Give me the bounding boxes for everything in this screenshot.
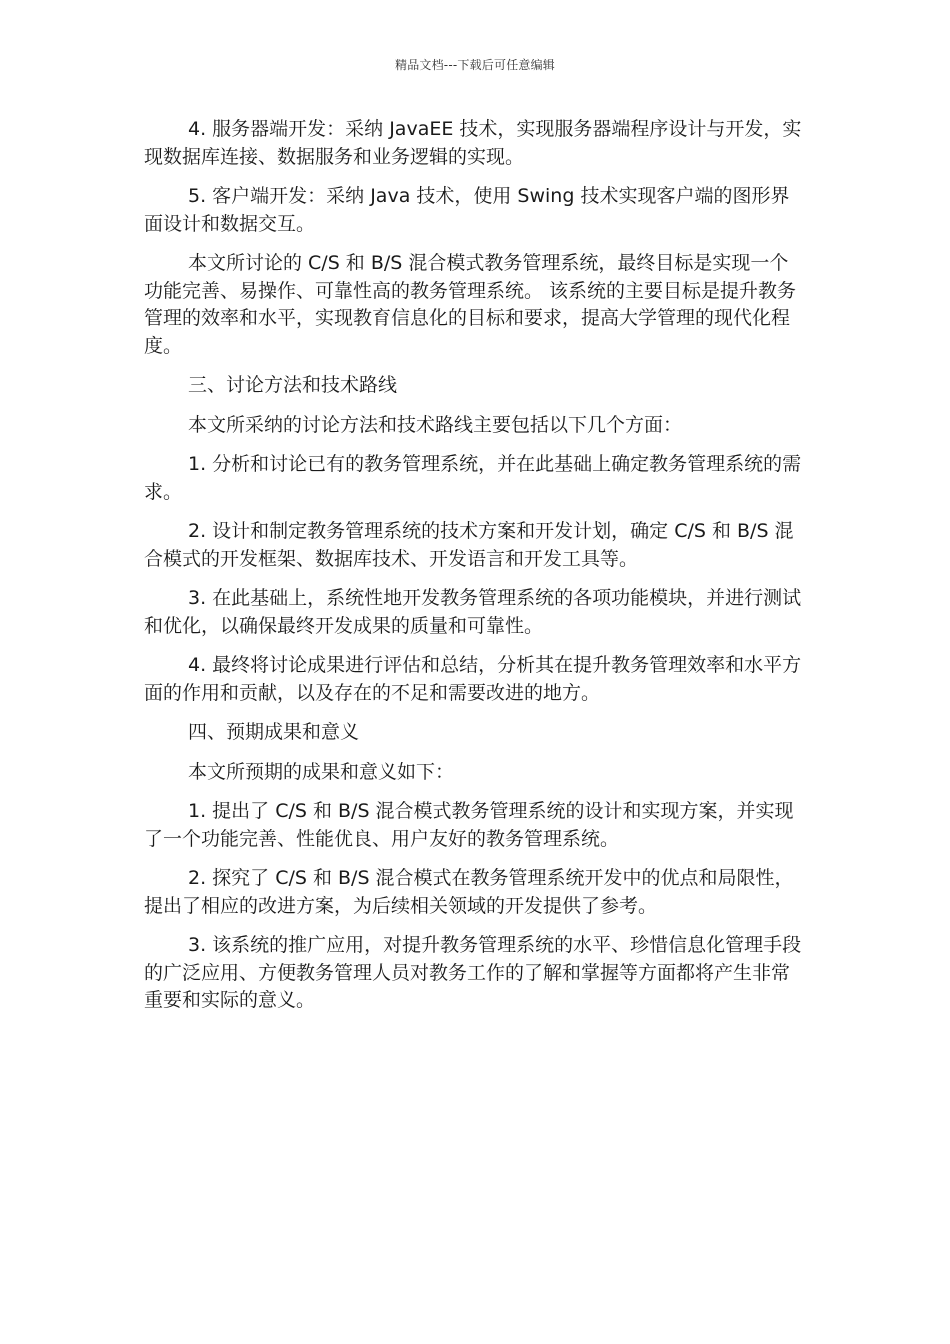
section-heading-outcomes: 四、预期成果和意义: [188, 721, 360, 743]
paragraph-server-development: 4. 服务器端开发：采纳 JavaEE 技术，实现服务器端程序设计与开发，实现数据库连接、数据服务和业务逻辑的实现。: [144, 118, 802, 168]
paragraph-outcome-1: 1. 提出了 C/S 和 B/S 混合模式教务管理系统的设计和实现方案，并实现了一个功能完善、性能优良、用户友好的教务管理系统。: [144, 800, 794, 850]
paragraph-outcome-3: 3. 该系统的推广应用，对提升教务管理系统的水平、珍惜信息化管理手段的广泛应用、方便教务管理人员对教务工作的了解和掌握等方面都将产生非常重要和实际的意义。: [144, 934, 802, 1011]
paragraph-outcomes-intro: 本文所预期的成果和意义如下：: [188, 760, 455, 783]
paragraph-method-1: 1. 分析和讨论已有的教务管理系统，并在此基础上确定教务管理系统的需求。: [144, 453, 802, 503]
section-heading-methods: 三、讨论方法和技术路线: [188, 374, 398, 396]
paragraph-system-goal: 本文所讨论的 C/S 和 B/S 混合模式教务管理系统，最终目标是实现一个功能完善、易操作、可靠性高的教务管理系统。 该系统的主要目标是提升教务管理的效率和水平，实现教育信息化的目标和要求，提高大学管理的现代化程度。: [144, 252, 797, 357]
page-header: 精品文档---下载后可任意编辑: [395, 58, 555, 72]
paragraph-methods-intro: 本文所采纳的讨论方法和技术路线主要包括以下几个方面：: [188, 413, 683, 436]
paragraph-method-2: 2. 设计和制定教务管理系统的技术方案和开发计划，确定 C/S 和 B/S 混合模式的开发框架、数据库技术、开发语言和开发工具等。: [144, 520, 794, 570]
paragraph-outcome-2: 2. 探究了 C/S 和 B/S 混合模式在教务管理系统开发中的优点和局限性，提出了相应的改进方案，为后续相关领域的开发提供了参考。: [144, 867, 794, 917]
paragraph-method-4: 4. 最终将讨论成果进行评估和总结，分析其在提升教务管理效率和水平方面的作用和贡献，以及存在的不足和需要改进的地方。: [144, 654, 802, 704]
document-body: [144, 116, 804, 1027]
paragraph-client-development: 5. 客户端开发：采纳 Java 技术，使用 Swing 技术实现客户端的图形界面设计和数据交互。: [144, 185, 790, 235]
paragraph-method-3: 3. 在此基础上，系统性地开发教务管理系统的各项功能模块，并进行测试和优化，以确保最终开发成果的质量和可靠性。: [144, 587, 802, 637]
